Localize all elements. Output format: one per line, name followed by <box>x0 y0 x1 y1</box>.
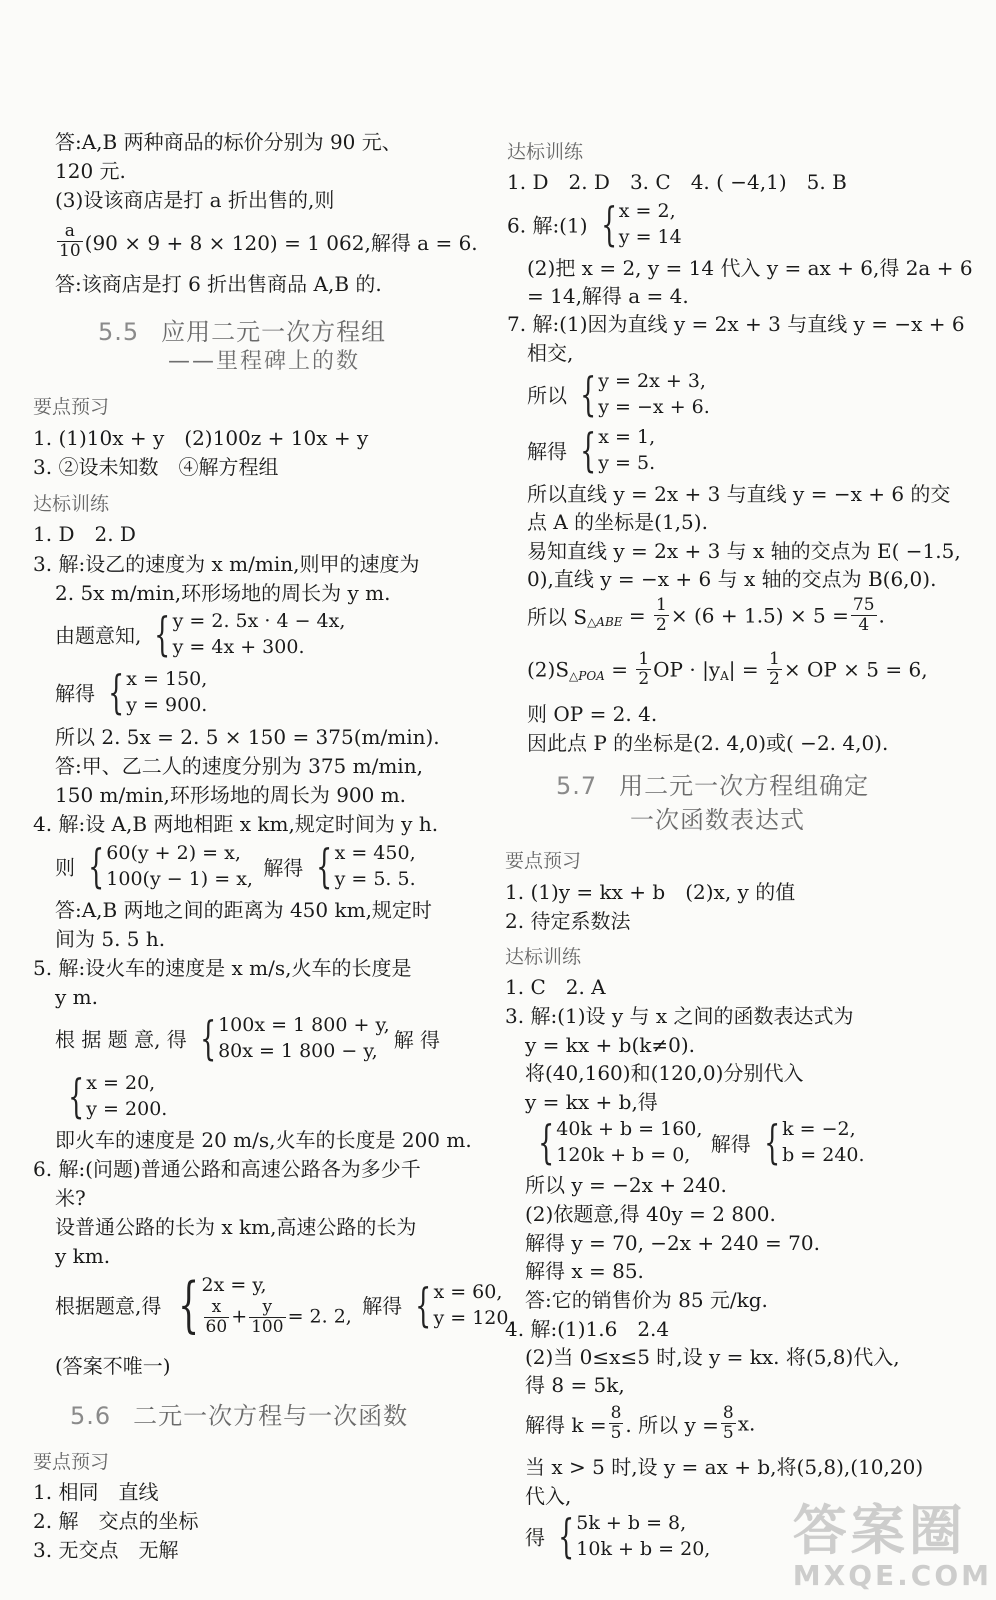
text-line: 答:该商店是打 6 折出售商品 A,B 的. <box>55 272 382 296</box>
text-line: 易知直线 y = 2x + 3 与 x 轴的交点为 E( −1.5, <box>527 539 961 563</box>
text-line: 3. 解:(1)设 y 与 x 之间的函数表达式为 <box>505 1004 854 1028</box>
text-line: (3)设该商店是打 a 折出售的,则 <box>55 188 335 212</box>
equation-system: 得 { 5k + b = 8, 10k + b = 20, <box>525 1509 711 1563</box>
text-line: 2. 待定系数法 <box>505 909 631 933</box>
text-line: 则 OP = 2. 4. <box>527 702 658 726</box>
text-line: 答:A,B 两种商品的标价分别为 90 元、 <box>55 130 402 154</box>
text-line: (2)依题意,得 40y = 2 800. <box>525 1202 776 1226</box>
text-line: 答:A,B 两地之间的距离为 450 km,规定时 <box>55 898 432 922</box>
text-line: 1. D 2. D 3. C 4. ( −4,1) 5. B <box>507 170 847 194</box>
text-line: 4. 解:设 A,B 两地相距 x km,规定时间为 y h. <box>33 812 439 836</box>
text-line: 5. 解:设火车的速度是 x m/s,火车的长度是 <box>33 956 412 980</box>
section-title-5-6: 5.6 二元一次方程与一次函数 <box>70 1402 409 1430</box>
heading-training: 达标训练 <box>507 141 584 163</box>
text-line: 0),直线 y = −x + 6 与 x 轴的交点为 B(6,0). <box>527 567 937 591</box>
equation-system: 根 据 题 意, 得 { 100x = 1 800 + y, 80x = 1 800 − y, 解 得 <box>55 1011 441 1065</box>
section-title-5-5: 5.5 应用二元一次方程组 <box>98 318 387 346</box>
heading-training: 达标训练 <box>505 946 582 968</box>
text-line: 2. 5x m/min,环形场地的周长为 y m. <box>55 581 391 605</box>
equation-line: $\frac{a}{10}$ (90 × 9 + 8 × 120) = 1 062,解得 a = 6. <box>59 221 478 261</box>
text-line: 解得 y = 70, −2x + 240 = 70. <box>525 1231 820 1255</box>
text-line: 将(40,160)和(120,0)分别代入 <box>525 1061 804 1085</box>
heading-preview: 要点预习 <box>505 850 582 872</box>
text-line: 1. D 2. D <box>33 522 136 546</box>
text-line: 当 x > 5 时,设 y = ax + b,将(5,8),(10,20) <box>525 1455 924 1479</box>
text-line: 解得 x = 85. <box>525 1259 644 1283</box>
equation-system: 根据题意,得 { 2x = y, $\frac{x}{60}$ + $\frac{y}{100}$ = 2. 2, 解得 { x = 60, y = 120. <box>55 1269 515 1340</box>
text-line: 3. 无交点 无解 <box>33 1538 179 1562</box>
heading-training: 达标训练 <box>33 493 110 515</box>
text-line: (2)把 x = 2, y = 14 代入 y = ax + 6,得 2a + 6 <box>527 256 973 280</box>
text-line: 答:甲、乙二人的速度分别为 375 m/min, <box>55 754 423 778</box>
section-subtitle-5-7: 一次函数表达式 <box>630 806 805 834</box>
section-subtitle-5-5: ——里程碑上的数 <box>168 349 361 374</box>
text-line: 间为 5. 5 h. <box>55 927 166 951</box>
text-line: 代入, <box>525 1484 572 1508</box>
text-line: 120 元. <box>55 159 126 183</box>
text-line: 所以 2. 5x = 2. 5 × 150 = 375(m/min). <box>55 725 440 749</box>
text-line: 3. 解:设乙的速度为 x m/min,则甲的速度为 <box>33 552 420 576</box>
text-line: 1. C 2. A <box>505 975 606 999</box>
text-line: 7. 解:(1)因为直线 y = 2x + 3 与直线 y = −x + 6 <box>507 312 965 336</box>
text-line: 即火车的速度是 20 m/s,火车的长度是 200 m. <box>55 1128 472 1152</box>
equation-line: $(2)S_{\triangle POA}$ = $\frac{1}{2}$ OP · $|y_A|$ = $\frac{1}{2}$ × OP × 5 = 6, <box>527 649 928 689</box>
text-line: y m. <box>55 985 98 1009</box>
text-line: 所以 y = −2x + 240. <box>525 1173 727 1197</box>
equation-system: 由题意知, { y = 2. 5x · 4 − 4x, y = 4x + 300. <box>55 607 346 661</box>
equation-system: 所以 { y = 2x + 3, y = −x + 6. <box>527 367 710 421</box>
text-line: 6. 解:(问题)普通公路和高速公路各为多少千 <box>33 1157 421 1181</box>
text-line: 4. 解:(1)1.6 2.4 <box>505 1317 670 1341</box>
text-line: 150 m/min,环形场地的周长为 900 m. <box>55 783 407 807</box>
equation-system: 6. 解:(1) { x = 2, y = 14 <box>507 197 682 251</box>
text-line: 点 A 的坐标是(1,5). <box>527 510 708 534</box>
text-line: 米? <box>55 1186 86 1210</box>
text-line: 3. ②设未知数 ④解方程组 <box>33 455 279 479</box>
text-line: y = kx + b(k≠0). <box>525 1033 696 1057</box>
watermark-logo: 答案圈 MXQE.COM <box>792 1499 992 1592</box>
text-line: 设普通公路的长为 x km,高速公路的长为 <box>55 1215 417 1239</box>
text-line: (2)当 0≤x≤5 时,设 y = kx. 将(5,8)代入, <box>525 1345 900 1369</box>
equation-system: 解得 { x = 1, y = 5. <box>527 423 656 477</box>
text-line: 所以直线 y = 2x + 3 与直线 y = −x + 6 的交 <box>527 482 951 506</box>
text-line: y km. <box>55 1244 111 1268</box>
heading-preview: 要点预习 <box>33 396 110 418</box>
text-line: 相交, <box>527 341 574 365</box>
text-line: 1. (1)y = kx + b (2)x, y 的值 <box>505 880 796 904</box>
text-line: 1. (1)10x + y (2)100z + 10x + y <box>33 426 369 450</box>
equation-line: 所以 $S_{\triangle ABE}$ = $\frac{1}{2}$ × (6 + 1.5) × 5 = $\frac{75}{4}$ . <box>527 595 885 635</box>
text-line: 2. 解 交点的坐标 <box>33 1509 199 1533</box>
equation-line: 解得 k = $\frac{8}{5}$ . 所以 y = $\frac{8}{5}$ x. <box>525 1403 756 1443</box>
text-line: 答:它的销售价为 85 元/kg. <box>525 1288 768 1312</box>
equation-system: { 40k + b = 160, 120k + b = 0, 解得 { k = −2, b = 240. <box>538 1115 865 1169</box>
heading-preview: 要点预习 <box>33 1451 110 1473</box>
text-line: 得 8 = 5k, <box>525 1373 625 1397</box>
equation-system: { x = 20, y = 200. <box>68 1069 168 1123</box>
text-line: (答案不唯一) <box>55 1354 171 1378</box>
text-line: y = kx + b,得 <box>525 1090 658 1114</box>
text-line: 因此点 P 的坐标是(2. 4,0)或( −2. 4,0). <box>527 731 889 755</box>
equation-system: 解得 { x = 150, y = 900. <box>55 665 208 719</box>
text-line: = 14,解得 a = 4. <box>527 284 689 308</box>
section-title-5-7: 5.7 用二元一次方程组确定 <box>556 772 870 800</box>
equation-system: 则 { 60(y + 2) = x, 100(y − 1) = x, 解得 { x = 450, y = 5. 5. <box>55 839 416 893</box>
text-line: 1. 相同 直线 <box>33 1480 159 1504</box>
